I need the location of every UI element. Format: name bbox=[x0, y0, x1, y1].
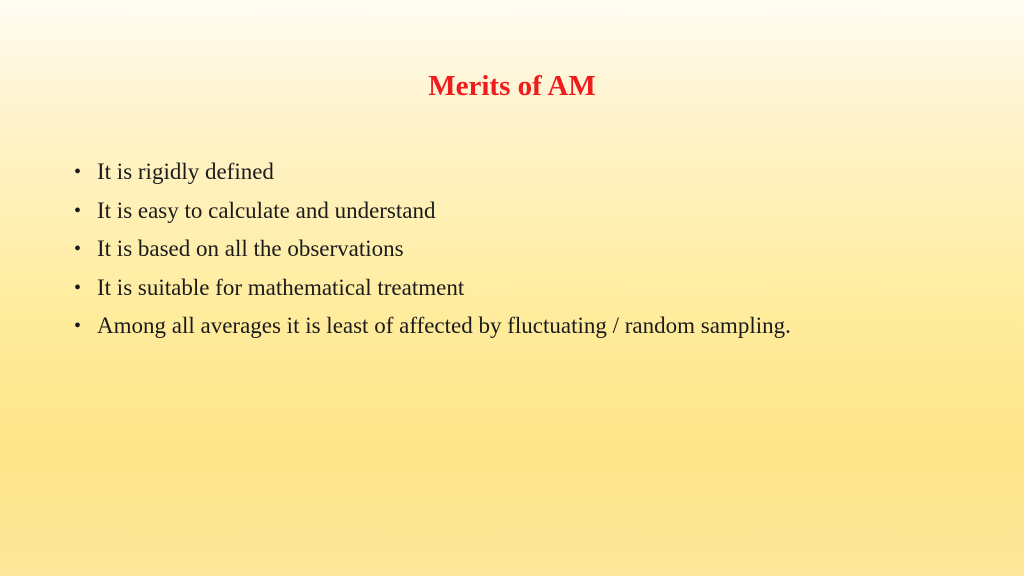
bullet-list bbox=[74, 153, 1004, 346]
bullet-item bbox=[74, 192, 1004, 231]
bullet-dot-icon: • bbox=[74, 315, 82, 337]
bullet-text: Among all averages it is least of affected by fluctuating / random sampling. bbox=[97, 313, 791, 338]
bullet-text: It is based on all the observations bbox=[97, 236, 404, 261]
bullet-dot-icon: • bbox=[74, 276, 82, 299]
bullet-dot-icon: • bbox=[74, 238, 82, 260]
bullet-item bbox=[74, 269, 1004, 308]
bullet-dot-icon: • bbox=[74, 161, 82, 183]
bullet-dot-icon: • bbox=[74, 199, 82, 222]
slide-title: Merits of AM bbox=[428, 70, 596, 102]
bullet-text: It is suitable for mathematical treatment bbox=[97, 274, 465, 300]
bullet-item bbox=[74, 230, 1004, 269]
bullet-text: It is rigidly defined bbox=[97, 159, 274, 184]
bullet-text: It is easy to calculate and understand bbox=[97, 197, 436, 223]
bullet-item bbox=[74, 307, 1004, 346]
bullet-item bbox=[74, 153, 1004, 192]
